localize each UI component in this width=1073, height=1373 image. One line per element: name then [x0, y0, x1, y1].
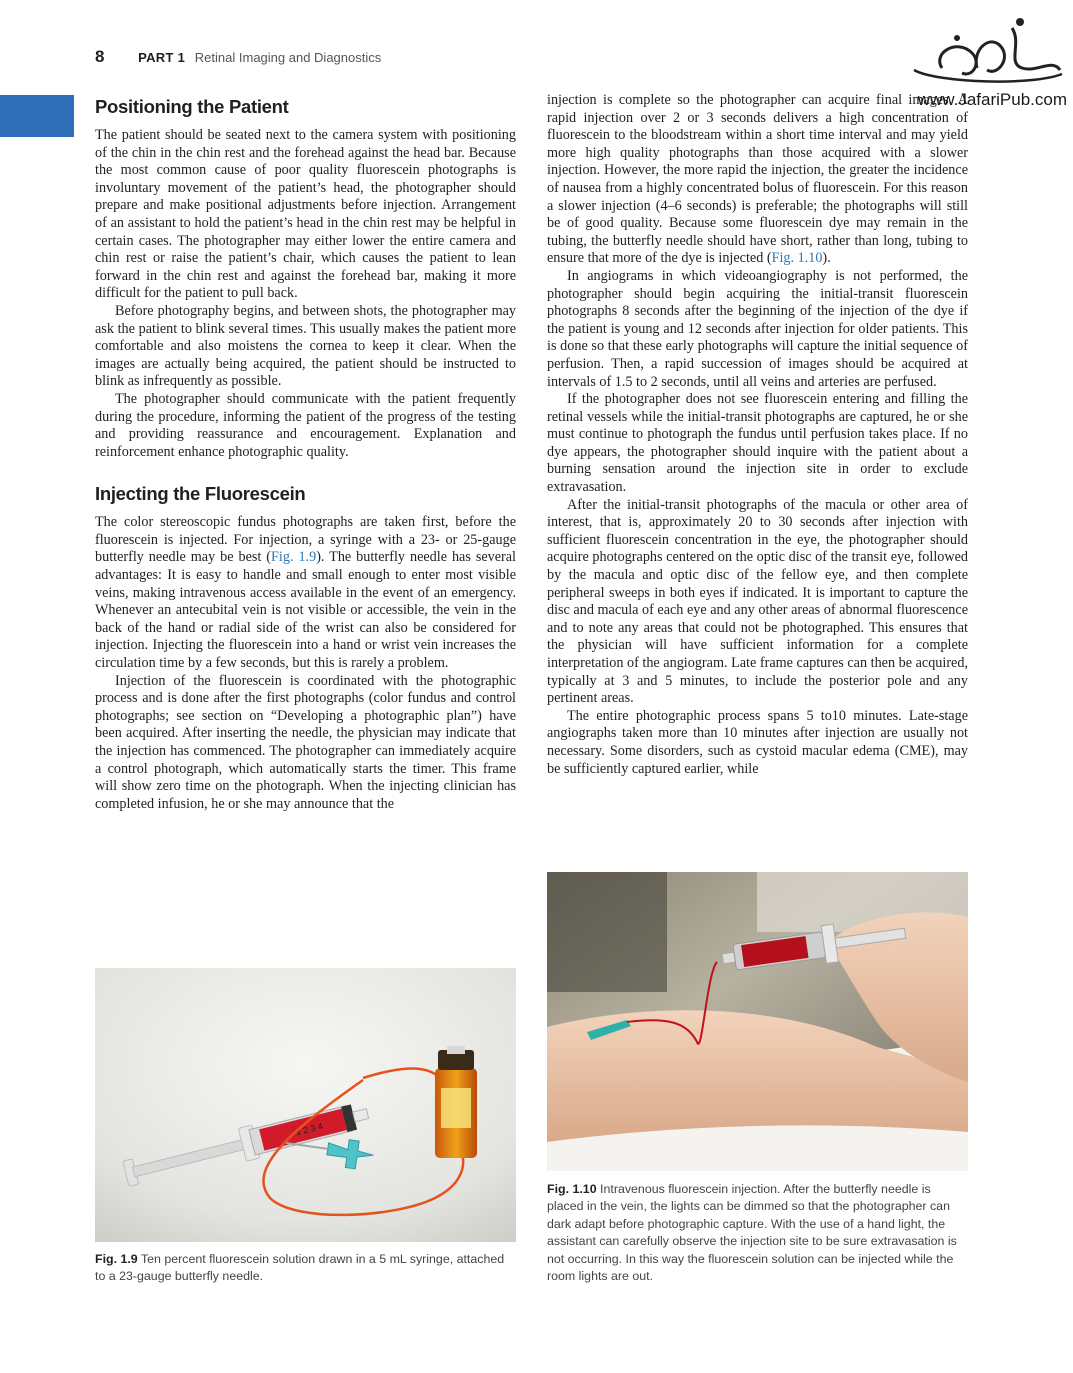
- publisher-url: www.JafariPub.com: [917, 90, 1067, 109]
- figure-label: Fig. 1.9: [95, 1252, 138, 1266]
- paragraph: The entire photographic process spans 5 to10 minutes. Late-stage angiographs taken more than 10 minutes after injection are usually not necessary. Some disorders, such as cystoid macular edema (CME), may be sufficiently captured earlier, while: [547, 707, 968, 777]
- text-run: injection is complete so the photographer can acquire final images. A rapid injection over 2 or 3 seconds delivers a high concentration of fluorescein to the bloodstream within a short time interval and may yield more high quality photographs than those acquired with a slower injection. However, the more rapid the injection, the greater the incidence of nausea from a highly concentrated bolus of fluorescein. For this reason a slower injection (4–6 seconds) is preferable; the photographs will still be of good quality. Because some fluorescein dye may remain in the tubing, the butterfly needle should have short, rather than long, tubing to ensure that more of the dye is injected (: [547, 92, 968, 267]
- paragraph: If the photographer does not see fluorescein entering and filling the retinal vessels while the initial-transit photographs are captured, he or she must continue to photograph the fundus until perfusion takes place. If no dye appears, the photographer should inquire with the patient about a burning sensation around the injection site in order to exclude extravasation.: [547, 391, 968, 496]
- text-run: ).: [822, 250, 831, 267]
- heading-injecting-fluorescein: Injecting the Fluorescein: [95, 483, 306, 505]
- heading-positioning-patient: Positioning the Patient: [95, 96, 289, 117]
- figure-label: Fig. 1.10: [547, 1182, 597, 1196]
- paragraph: After the initial-transit photographs of the macula or other area of interest, that is, approximately 20 to 30 seconds after injection with sufficient fluorescein concentration in the eye, the photographer should acquire photographs centered on the optic disc of the transit eye, followed by the macula and optic disc of the fellow eye, and then complete peripheral sweeps in both eyes if indicated. It is important to capture the disc and macula of each eye and any other areas of abnormal fluorescence and to note any areas that could not be photographed. This ensures that the physician will have sufficient information for a complete interpretation of the angiogram. Late frame captures can then be acquired, typically at 3 and 5 minutes, to include the posterior pole and any pertinent areas.: [547, 496, 968, 707]
- right-column: [547, 92, 968, 778]
- figure-reference-link[interactable]: Fig. 1.10: [771, 250, 823, 267]
- svg-text:1 2 3 4: 1 2 3 4: [294, 1120, 324, 1138]
- paragraph: Injection of the fluorescein is coordinated with the photographic process and is done after the first photographs (color fundus and control photographs; see section on “Developing a photographic plan”) have been acquired. After inserting the needle, the physician may indicate that the injection has commenced. The photographer can immediately acquire a control photograph, which automatically starts the timer. This frame will show zero time on the photograph. When the injecting clinician has completed infusion, he or she may announce that the: [95, 672, 516, 812]
- text-run: The color stereoscopic fundus photographs are taken first, before the fluorescein is injected. For injection, a syringe with a 23- or 25-gauge butterfly needle may be best (: [95, 514, 516, 566]
- left-column: [95, 96, 516, 813]
- figure-caption: [95, 1251, 516, 1286]
- running-header: [95, 47, 381, 67]
- figure-reference-link[interactable]: Fig. 1.9: [271, 549, 317, 566]
- paragraph: The photographer should communicate with the patient frequently during the procedure, informing the patient of the progress of the testing and providing reassurance and encouragement. Explanation and reinforcement enhance photographic quality.: [95, 390, 516, 460]
- paragraph: The patient should be seated next to the camera system with positioning of the chin in the chin rest and the forehead against the head bar. Because the most common cause of poor quality fluorescein photographs is involuntary movement of the patient’s head, the photographer should prepare and make positional adjustments before injection. Arrangement of an assistant to hold the patient’s head in the chin rest may be helpful in certain cases. The photographer may either lower the entire camera and chin rest or raise the patient’s chair, which causes the patient to lean forward in the chin rest and against the forehead bar, making it more difficult for the patient to pull back.: [95, 127, 516, 302]
- text-run: ). The butterfly needle has several advantages: It is easy to handle and small enough to enter most visible veins, making intravenous access available in the event of an emergency. Whenever an antecubital vein is not visible or accessible, the vein in the back of the hand or radial side of the wrist can also be considered for injection. Injecting the fluorescein into a hand or wrist vein increases the circulation time by a few seconds, but this is rarely a problem.: [95, 549, 516, 672]
- paragraph: [95, 514, 516, 672]
- page-number: 8: [95, 47, 105, 66]
- figure-injection-photo: [547, 872, 968, 1171]
- figure-syringe-photo: [95, 968, 516, 1242]
- running-section-title: Retinal Imaging and Diagnostics: [194, 50, 382, 65]
- paragraph: Before photography begins, and between shots, the photographer may ask the patient to blink several times. This usually makes the patient more comfortable and also moistens the cornea to keep it clear. When the images are actually being acquired, the patient should be instructed to blink as infrequently as possible.: [95, 302, 516, 390]
- chapter-side-tab: [0, 95, 74, 137]
- figure-caption: [547, 1181, 968, 1285]
- paragraph: [547, 92, 968, 268]
- caption-text: Ten percent fluorescein solution drawn in a 5 mL syringe, attached to a 23-gauge butterfly needle.: [95, 1252, 505, 1284]
- part-label: PART 1: [138, 50, 186, 65]
- paragraph: In angiograms in which videoangiography is not performed, the photographer should begin acquiring the initial-transit fluorescein photographs 8 seconds after the beginning of the injection of the dye if the patient is young and 12 seconds after injection for older patients. This is done so that these early photographs will capture the initial sequence of perfusion. Then, a rapid succession of images should be acquired at intervals of 1.5 to 2 seconds, until all veins and arteries are perfused.: [547, 267, 968, 390]
- caption-text: Intravenous fluorescein injection. After the butterfly needle is placed in the vein, the lights can be dimmed so that the photographer can dark adapt before photographic capture. With the use of a hand light, the assistant can carefully observe the injection site to be sure extravasation is not occurring. In this way the fluorescein solution can be injected while the room lights are out.: [547, 1182, 957, 1284]
